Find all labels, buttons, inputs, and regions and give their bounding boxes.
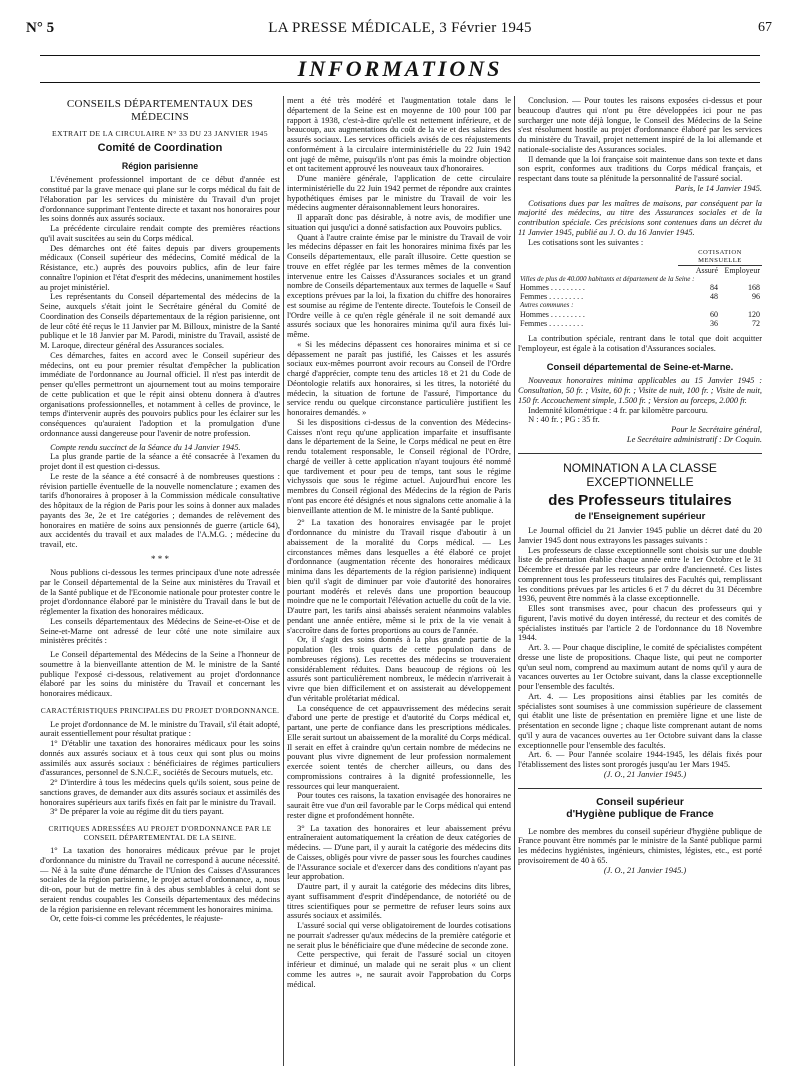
- separator-stars: * * *: [151, 553, 169, 564]
- column-header: Employeur: [724, 265, 760, 275]
- dateline: Paris, le 14 Janvier 1945.: [675, 183, 762, 193]
- paragraph: Ces démarches, faites en accord avec le Conseil supérieur des médecins, ont eu pour premier résultat d'empêcher la publication immédiate de l'ordonnance au Journal officiel. Il n'est pas interdit de penser qu'elles permettront un ajournement tout au moins temporaire de cette publication et que le répit ainsi obtenu donnera à d'autres organisations professionnelles, et notamment à celles de province, le temps d'intervenir auprès des pouvoirs publics pour les éclairer sur les conséquences qu'auraient l'adoption et la promulgation d'une ordonnance aussi dangereuse pour l'avenir de notre profession.: [40, 350, 280, 438]
- row-label: Hommes . . . . . . . . .: [520, 282, 585, 292]
- paragraph: La précédente circulaire rendait compte des premières réactions qu'il avait suscitées au sein du Corps médical.: [40, 224, 280, 243]
- source-citation: (J. O., 21 Janvier 1945.): [603, 865, 687, 875]
- paragraph: 2° La taxation des honoraires envisagée par le projet d'ordonnance du ministre du Travail risque d'aboutir à un abaissement de la moralité du Corps médical. — Les circonstances mêmes dans lesquelles a été élaboré ce projet d'ordonnance (augmentation récente des honoraires médicaux minima dans les départements de la région parisienne) indiquent bien qu'il s'agit de diminuer par voie d'autorité des honoraires pourtant modérés et relevés dans une proportion beaucoup moindre que ne le comportait l'élévation actuelle du coût de la vie. D'autre part, les tarifs ainsi abaissés seraient néanmoins valables pendant une année entière, même si le prix de la vie venait à s'accroître dans de fortes proportions au cours de l'année.: [287, 518, 511, 635]
- section-divider: [518, 453, 762, 454]
- paragraph: Art. 4. — Les propositions ainsi établies par les comités de spécialistes sont soumises à une commission supérieure de classement qui établit une liste de présentation en première ligne et une liste de présentation en seconde ligne ; chaque liste comprenant autant de noms qu'il y aura de vacances ouvertes au 1er Octobre suivant dans la classe exceptionnelle pour l'ensemble des facultés.: [518, 691, 762, 750]
- cell: 168: [748, 282, 760, 292]
- paragraph: Indemnité kilométrique : 4 fr. par kilomètre parcouru.: [528, 405, 708, 415]
- paragraph: Les professeurs de classe exceptionnelle sont choisis sur une double liste de présentation établie chaque année entre le 1er Octobre et le 31 Décembre et dressée par les recteurs par ordre d'ancienneté. Ces listes comprennent tous les professeurs titulaires des Facultés qui, remplissant les conditions prévues par les articles 6 et 7 du décret du 31 Décembre 1936, peuvent être nommés à la classe exceptionnelle.: [518, 545, 762, 604]
- paragraph: D'une manière générale, l'application de cette circulaire interministérielle du 22 Juin 1942 permet de répondre aux craintes hypothétiques émises par le ministre du Travail de voir les médecins augmenter déraisonnablement leurs honoraires.: [287, 174, 511, 213]
- signature-line: Pour le Secrétaire général,: [671, 425, 762, 435]
- paragraph: Le Conseil départemental des Médecins de la Seine a l'honneur de soumettre à la bienveillante attention de M. le ministre de la Santé publique l'exposé ci-dessous, relativement au projet d'ordonnance élaboré par les soins du ministère du Travail et concernant les honoraires médicaux.: [40, 650, 280, 699]
- table-category: Villes de plus de 40.000 habitants et département de la Seine :: [520, 274, 695, 283]
- paragraph: Art. 6. — Pour l'année scolaire 1944-1945, les délais fixés pour l'établissement des listes sont prorogés jusqu'au 1er Mars 1945.: [518, 750, 762, 770]
- paragraph: Les représentants du Conseil départemental des médecins de la Seine, auxquels s'était joint le Secrétaire général du Comité de Coordination des Conseils départementaux de la région parisienne, ont de leur côté été reçus le 11 Janvier par M. Billoux, ministre de la Santé publique et le 18 Janvier par M. Parodi, ministre du Travail, assisté de M. Laroque, directeur général des Assurances sociales.: [40, 292, 280, 350]
- paragraph: L'assuré social qui verse obligatoirement de lourdes cotisations ne pourrait s'adresser qu'aux médecins de la première catégorie et ne serait plus le bénéficiaire que d'une médecine de seconde zone.: [287, 921, 511, 950]
- paragraph: 1° D'établir une taxation des honoraires médicaux pour les soins donnés aux assurés sociaux et à tous ceux qui sont plus ou moins assimilés aux assurés sociaux : bénéficiaires de régimes particuliers d'assurances, personnel de S.N.C.F., sociétés de Secours mutuels, etc.: [40, 739, 280, 778]
- table-header: COTISATION MENSUELLE: [678, 249, 762, 265]
- section-heading: Conseil départemental de Seine-et-Marne.: [546, 360, 734, 372]
- paragraph: 3° De préparer la voie au régime dit du tiers payant.: [50, 807, 224, 817]
- row-label: Femmes . . . . . . . . .: [520, 292, 584, 302]
- paragraph: Le reste de la séance a été consacré à de nombreuses questions : révision partielle éventuelle de la nouvelle nomenclature ; examen des tarifs d'honoraires à proposer à la Commission médicale consultative des hôpitaux de la région de Paris pour les soins à donner aux malades payants des 3e, 2e et 1re catégories ; demandes de relèvement des honoraires en matière de soins aux pensionnés de guerre (article 64), aux accidentés du travail et aux malades de l'A.M.G. ; médecine du travail, etc.: [40, 471, 280, 549]
- paragraph: 2° D'interdire à tous les médecins quels qu'ils soient, sous peine de sanctions graves, de demander aux dits assurés sociaux et assimilés des honoraires supérieurs aux tarifs fixés en fait par le ministre du Travail.: [40, 778, 280, 807]
- paragraph: Or, cette fois-ci comme les précédentes, le réajuste-: [50, 914, 223, 924]
- source-citation: (J. O., 21 Janvier 1945.): [603, 769, 687, 779]
- paragraph: La contribution spéciale, rentrant dans le total que doit acquitter l'employeur, est égale à la cotisation d'Assurances sociales.: [518, 334, 762, 353]
- paragraph: La plus grande partie de la séance a été consacrée à l'examen du projet dont il est question ci-dessus.: [40, 452, 280, 471]
- journal-title: LA PRESSE MÉDICALE, 3 Février 1945: [268, 20, 532, 36]
- table-category: Autres communes :: [520, 301, 574, 310]
- column-divider: [283, 96, 284, 1066]
- section-subheading: de l'Enseignement supérieur: [574, 510, 706, 522]
- page-number: 67: [758, 20, 772, 35]
- paragraph: Les conseils départementaux des Médecins de Seine-et-Oise et de Seine-et-Marne ont adressé de leur côté une note similaire aux ministères précités :: [40, 616, 280, 646]
- paragraph: Cotisations dues par les maîtres de maisons, par conséquent par la majorité des médecins, au titre des Assurances sociales et de la contribution spéciale. Ces précisions sont contenues dans un décret du 11 Janvier 1945, publié au J. O. du 16 Janvier 1945.: [518, 198, 762, 237]
- table-row: [518, 292, 762, 301]
- table-row: [518, 310, 762, 319]
- subheading-caps: CRITIQUES ADRESSÉES AU PROJET D'ORDONNANCE PAR LE CONSEIL DÉPARTEMENTAL DE LA SEINE.: [48, 824, 272, 842]
- paragraph: N : 40 fr. ; PG : 35 fr.: [528, 415, 600, 425]
- column-divider: [514, 96, 515, 1066]
- paragraph: Elles sont transmises avec, pour chacun des professeurs qui y figurent, l'avis motivé du doyen intéressé, du recteur et des comités de spécialistes institués par l'article 2 de l'ordonnance du 18 Novembre 1944.: [518, 604, 762, 643]
- section-divider: [518, 788, 762, 789]
- paragraph: Nous publions ci-dessous les termes principaux d'une note adressée par le Conseil départemental de la Seine aux ministères du Travail et de la Santé publique et de l'Economie nationale pour protester contre le projet d'ordonnance élaboré par le ministère du Travail dans le but de réglementer la fixation des honoraires médicaux.: [40, 568, 280, 617]
- cell: 120: [748, 309, 760, 319]
- subsection-heading: Région parisienne: [121, 161, 199, 172]
- row-label: Femmes . . . . . . . . .: [520, 318, 584, 328]
- paragraph: Les cotisations sont les suivantes :: [528, 237, 644, 247]
- paragraph: Quant à l'autre crainte émise par le ministre du Travail de voir les médecins dépasser en fait les honoraires minima fixés par les Conseils départementaux, elle paraît illusoire. Cette question se trouve en effet réglée par les termes mêmes de la convention intervenue entre les Caisses d'Assurances sociales et un grand nombre de Conseils départementaux aux termes de laquelle « Sauf exceptions prévues par la loi, la fixation du chiffre des honoraires est soumise au régime de l'entente directe. Toutefois le Conseil de l'Ordre veille à ce qu'en règle générale il ne soit demandé aux assurés sociaux que les honoraires minima qu'il aura fixés lui-même.: [287, 232, 511, 339]
- section-heading: des Professeurs titulaires: [548, 491, 732, 509]
- section-heading: d'Hygiène publique de France: [566, 808, 714, 820]
- paragraph: Cette perspective, qui ferait de l'assuré social un citoyen inférieur et diminué, un malade qui ne serait plus « un client comme les autres », ne saurait avoir l'approbation du Corps médical.: [287, 950, 511, 989]
- table-row: [518, 319, 762, 328]
- paragraph: Nouveaux honoraires minima applicables au 15 Janvier 1945 : Consultation, 50 fr. ; Visite, 60 fr. ; Visite de nuit, 100 fr. ; Visite de nuit, 150 fr. Accouchement simple, 1.500 fr. ; Version au forceps, 2.000 fr.: [518, 376, 762, 405]
- paragraph: Des démarches ont été faites depuis par divers groupements médicaux (Conseil supérieur des médecins, Comité médical de la Résistance, etc.) auprès des pouvoirs publics, afin de leur faire connaître l'opinion et l'état d'esprit des médecins, unanimement hostiles au projet ministériel.: [40, 243, 280, 292]
- paragraph: ment a été très modéré et l'augmentation totale dans le département de la Seine est en moyenne de 100 pour 100 par rapport à 1938, c'est-à-dire qu'elle est nettement inférieure, et de beaucoup, aux augmentations du coût de la vie et des salaires des assurés sociaux. Les services officiels avisés de ces réajustements conformément à la circulaire interministérielle du 22 Juin 1942 ont jugé de même, puisqu'ils n'ont pas émis la moindre objection et ont tacitement approuvé les nouveaux taux d'honoraires.: [287, 96, 511, 174]
- signature-line: Le Secrétaire administratif : Dr Coquin.: [626, 434, 762, 444]
- column-header: Assuré: [695, 265, 718, 275]
- session-heading: Compte rendu succinct de la Séance du 14 Janvier 1945.: [50, 442, 241, 452]
- paragraph: Il apparaît donc pas désirable, à notre avis, de modifier une situation qui jusqu'ici a donné satisfaction aux Pouvoirs publics.: [287, 213, 511, 232]
- column-right: [518, 96, 762, 1068]
- paragraph: Le nombre des membres du conseil supérieur d'hygiène publique de France pouvant être nommés par le ministre de la Santé publique parmi les médecins hygiénistes, ingénieurs, chimistes, légistes, etc., est porté provisoirement de 40 à 65.: [518, 826, 762, 865]
- cell: 36: [710, 318, 718, 328]
- section-banner: INFORMATIONS: [40, 55, 760, 83]
- row-label: Hommes . . . . . . . . .: [520, 309, 585, 319]
- cell: 84: [710, 282, 718, 292]
- paragraph: L'événement professionnel important de ce début d'année est constitué par la grave menace qui plane sur le corps médical du fait de l'élaboration par les services du ministère du Travail d'un projet d'ordonnance supprimant l'entente directe et taxant nos honoraires pour les soins donnés aux assurés sociaux.: [40, 175, 280, 224]
- paragraph: 1° La taxation des honoraires médicaux prévue par le projet d'ordonnance du ministre du Travail ne correspond à aucune nécessité. — Né à la suite d'une démarche de l'Union des Caisses d'Assurances sociales de la région parisienne, le projet actuel d'ordonnance, a, nous dit-on, pour but de mettre fin à des abus semblables à celui dont se seraient rendus coupables les Conseils départementaux des médecins de la région parisienne en relevant récemment les honoraires minima.: [40, 846, 280, 914]
- column-left: [40, 96, 280, 1068]
- cell: 96: [752, 292, 760, 302]
- paragraph: 3° La taxation des honoraires et leur abaissement prévu entraîneraient automatiquement la création de deux catégories de médecins. — D'une part, il y aurait la catégorie des médecins dits de Caisses, obligés pour vivre de passer sous les fourches caudines de l'Assurance sociale et d'exercer dans des conditions n'ayant pas leur approbation.: [287, 823, 511, 882]
- section-heading: Comité de Coordination: [97, 142, 223, 155]
- page-header: [18, 20, 782, 40]
- circular-reference: EXTRAIT DE LA CIRCULAIRE N° 33 DU 23 JANVIER 1945: [52, 128, 268, 138]
- paragraph: D'autre part, il y aurait la catégorie des médecins dits libres, ayant suffisamment d'esprit d'indépendance, de notoriété ou de titres scientifiques pour se permettre de refuser leurs soins aux assurés sociaux et assimilés.: [287, 882, 511, 921]
- subheading-caps: CARACTÉRISTIQUES PRINCIPALES DU PROJET D'ORDONNANCE.: [40, 705, 280, 715]
- issue-number: N° 5: [26, 20, 55, 36]
- paragraph: Il demande que la loi française soit maintenue dans son texte et dans son esprit, conformes aux traditions du Corps médical français, et respectant dans toute sa plénitude la personnalité de l'assuré social.: [518, 154, 762, 183]
- section-heading: NOMINATION A LA CLASSE EXCEPTIONNELLE: [563, 460, 717, 489]
- paragraph: Or, il s'agit des soins donnés à la plus grande partie de la population (les trois quarts de cette population dans de nombreuses régions). Les recettes des médecins se trouveraient considérablement réduites. Dans beaucoup de régions où les assurés sont particulièrement nombreux, le médecin n'arriverait à vivre que bien difficilement et on assisterait au développement d'un véritable prolétariat médical.: [287, 635, 511, 703]
- paragraph: Si les dispositions ci-dessus de la convention des Médecins-Caisses n'ont reçu qu'une application imparfaite et insuffisante dans le département de la Seine, le Corps médical ne peut en être rendu totalement responsable, le Conseil régional de l'Ordre, chargé de veiller à cette application n'ayant toujours été nommé que tardivement et pour peu de temps, tant sous le régime vichyssois que sous le régime actuel. Aujourd'hui encore les membres du Conseil régional des Médecins de la région de Paris n'ont pas encore été désignés et nous signalons cette anomalie à la bienveillante attention de M. le ministre de la Santé publique.: [287, 417, 511, 515]
- article-title: CONSEILS DÉPARTEMENTAUX DES MÉDECINS: [66, 98, 254, 123]
- paragraph: Art. 3. — Pour chaque discipline, le comité de spécialistes compétent dresse une liste de propositions. Chaque liste, qui peut ne comporter qu'un seul nom, comprend au maximum autant de noms qu'il y aura de vacances ouvertes au 1er Octobre suivant, dans la classe exceptionnelle pour l'ensemble des facultés.: [518, 643, 762, 692]
- paragraph: Pour toutes ces raisons, la taxation envisagée des honoraires ne saurait être vue d'un œil favorable par le Corps médical qui entend rester digne et profondément honnête.: [287, 791, 511, 820]
- paragraph: Le Journal officiel du 21 Janvier 1945 publie un décret daté du 20 Janvier 1945 dont nous extrayons les passages suivants :: [518, 526, 762, 545]
- paragraph: Le projet d'ordonnance de M. le ministre du Travail, s'il était adopté, aurait essentiellement pour résultat pratique :: [40, 719, 280, 739]
- cell: 72: [752, 318, 760, 328]
- paragraph: « Si les médecins dépassent ces honoraires minima et si ce dépassement ne paraît pas justifié, les Caisses et les assurés sociaux eux-mêmes pourront avoir recours au Conseil de l'Ordre chargé d'apprécier, compte tenu des articles 18 et 21 du Code de Déontologie relatifs aux honoraires, si les titres, la notoriété du médecin, la situation de fortune de l'assuré, l'importance du service rendu ou quelque circonstance particulière justifient les honoraires demandés. »: [287, 339, 511, 417]
- column-middle: [287, 96, 511, 1068]
- cell: 60: [710, 309, 718, 319]
- cotisation-table: [518, 249, 762, 328]
- section-heading: Conseil supérieur: [596, 796, 684, 808]
- paragraph: La conséquence de cet appauvrissement des médecins serait d'abord une perte de prestige et d'autorité du Corps médical et, partant, une perte de confiance dans les prescriptions médicales. Elle serait surtout un abaissement de la moralité du Corps médical. Il serait en effet à craindre qu'un certain nombre de médecins ne pouvant plus vivre dignement de leur profession normalement exercée soient tentés de chercher ailleurs, ou dans des compromissions contraires à la dignité professionnelle, les ressources qui leur manqueraient.: [287, 703, 511, 791]
- cell: 48: [710, 292, 718, 302]
- paragraph: Conclusion. — Pour toutes les raisons exposées ci-dessus et pour beaucoup d'autres qui n'ont pu être développées ici pour ne pas surcharger une note déjà longue, le Conseil des Médecins de la Seine s'est résolument hostile au projet d'ordonnance élaboré par les services du ministère du Travail, projet nettement inspiré de la loi allemande et nationale-socialiste des Assurances sociales.: [518, 96, 762, 154]
- table-row: [518, 283, 762, 292]
